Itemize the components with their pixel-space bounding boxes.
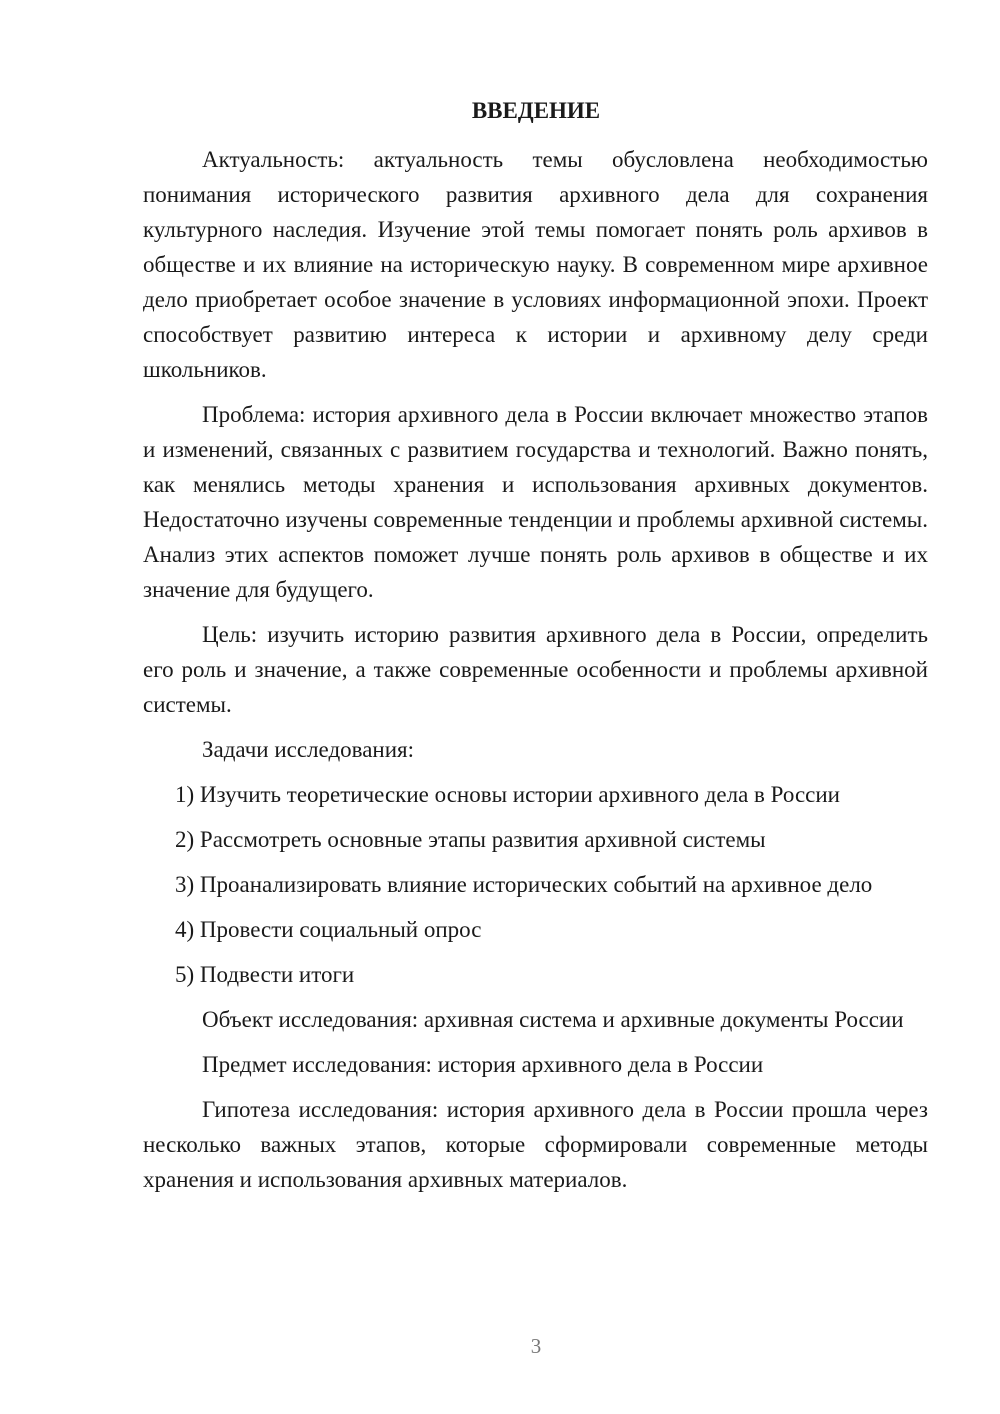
task-item-4: 4) Провести социальный опрос (175, 917, 482, 942)
document-body (143, 142, 928, 1207)
task-item-3: 3) Проанализировать влияние исторических событий на архивное дело (175, 872, 873, 897)
paragraph-problem: Проблема: история архивного дела в России включает множество этапов и изменений, связанных с развитием государства и технологий. Важно понять, как менялись методы хранения и использования архивных документов. Недостаточно изучены современные тенденции и проблемы архивной системы. Анализ этих аспектов поможет лучше понять роль архивов в обществе и их значение для будущего. (143, 402, 928, 602)
page-number: 3 (530, 1334, 542, 1358)
paragraph-tasks-heading: Задачи исследования: (202, 737, 415, 762)
section-title: ВВЕДЕНИЕ (471, 98, 601, 123)
paragraph-subject: Предмет исследования: история архивного дела в России (202, 1052, 764, 1077)
paragraph-relevance: Актуальность: актуальность темы обусловлена необходимостью понимания исторического развития архивного дела для сохранения культурного наследия. Изучение этой темы помогает понять роль архивов в обществе и их влияние на историческую науку. В современном мире архивное дело приобретает особое значение в условиях информационной эпохи. Проект способствует развитию интереса к истории и архивному делу среди школьников. (143, 147, 928, 382)
paragraph-goal: Цель: изучить историю развития архивного дела в России, определить его роль и значение, а также современные особенности и проблемы архивной системы. (143, 622, 928, 717)
paragraph-hypothesis: Гипотеза исследования: история архивного дела в России прошла через несколько важных этапов, которые сформировали современные методы хранения и использования архивных материалов. (143, 1097, 928, 1192)
task-item-5: 5) Подвести итоги (175, 962, 355, 987)
task-item-1: 1) Изучить теоретические основы истории архивного дела в России (175, 782, 840, 807)
paragraph-object: Объект исследования: архивная система и архивные документы России (202, 1007, 904, 1032)
task-item-2: 2) Рассмотреть основные этапы развития архивной системы (175, 827, 766, 852)
